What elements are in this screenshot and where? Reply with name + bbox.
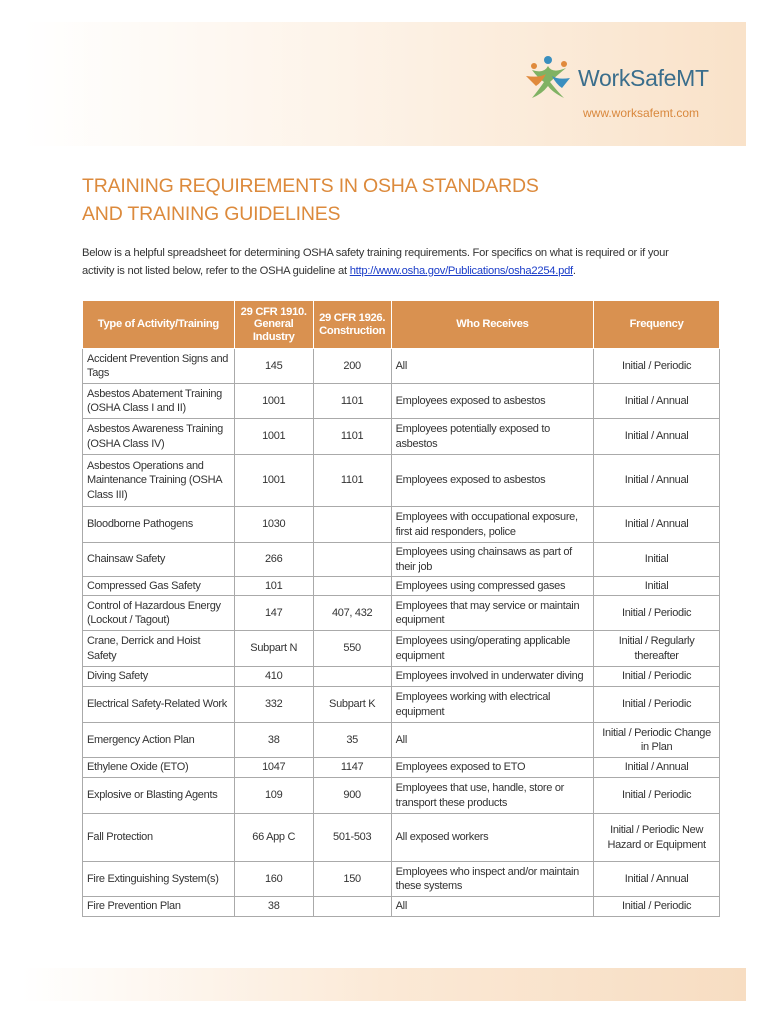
worksafemt-logo[interactable]: [522, 52, 709, 104]
cell-general-industry: 1030: [234, 507, 313, 543]
cell-general-industry: 332: [234, 687, 313, 723]
cell-general-industry: 147: [234, 596, 313, 631]
cell-frequency: Initial / Annual: [594, 758, 720, 778]
table-row: [83, 349, 720, 384]
cell-construction: 1101: [313, 384, 391, 419]
cell-general-industry: 38: [234, 897, 313, 917]
header-general-industry: 29 CFR 1910. General Industry: [234, 301, 313, 349]
cell-frequency: Initial / Regularly thereafter: [594, 631, 720, 667]
header-construction: 29 CFR 1926. Construction: [313, 301, 391, 349]
table-row: [83, 862, 720, 897]
cell-activity: Explosive or Blasting Agents: [83, 778, 235, 814]
cell-who-receives: All: [391, 349, 594, 384]
table-row: [83, 543, 720, 577]
cell-frequency: Initial / Annual: [594, 455, 720, 507]
cell-activity: Fall Protection: [83, 814, 235, 862]
cell-construction: 150: [313, 862, 391, 897]
cell-frequency: Initial / Periodic: [594, 897, 720, 917]
cell-activity: Chainsaw Safety: [83, 543, 235, 577]
cell-general-industry: 1001: [234, 455, 313, 507]
cell-construction: 200: [313, 349, 391, 384]
table-row: [83, 814, 720, 862]
header-frequency: Frequency: [594, 301, 720, 349]
brand-url[interactable]: www.worksafemt.com: [583, 106, 700, 120]
cell-activity: Emergency Action Plan: [83, 723, 235, 758]
cell-who-receives: Employees using chainsaws as part of their job: [391, 543, 594, 577]
intro-paragraph: [82, 244, 688, 280]
cell-frequency: Initial / Periodic: [594, 778, 720, 814]
cell-frequency: Initial / Periodic Change in Plan: [594, 723, 720, 758]
cell-construction: [313, 543, 391, 577]
cell-activity: Bloodborne Pathogens: [83, 507, 235, 543]
cell-general-industry: 1001: [234, 419, 313, 455]
cell-construction: 1101: [313, 455, 391, 507]
training-requirements-table: [82, 300, 720, 917]
cell-general-industry: 1001: [234, 384, 313, 419]
cell-activity: Asbestos Awareness Training (OSHA Class IV): [83, 419, 235, 455]
cell-who-receives: Employees exposed to asbestos: [391, 455, 594, 507]
cell-who-receives: Employees exposed to asbestos: [391, 384, 594, 419]
cell-frequency: Initial / Periodic: [594, 667, 720, 687]
cell-activity: Fire Extinguishing System(s): [83, 862, 235, 897]
cell-frequency: Initial / Annual: [594, 419, 720, 455]
title-line-2: AND TRAINING GUIDELINES: [82, 203, 341, 225]
table-row: [83, 897, 720, 917]
cell-frequency: Initial / Annual: [594, 384, 720, 419]
cell-general-industry: 266: [234, 543, 313, 577]
cell-construction: 501-503: [313, 814, 391, 862]
cell-construction: 407, 432: [313, 596, 391, 631]
table-row: [83, 667, 720, 687]
cell-construction: Subpart K: [313, 687, 391, 723]
logo-figures-icon: [522, 52, 574, 104]
cell-who-receives: Employees that use, handle, store or transport these products: [391, 778, 594, 814]
cell-general-industry: 145: [234, 349, 313, 384]
cell-who-receives: Employees using compressed gases: [391, 577, 594, 596]
cell-who-receives: Employees potentially exposed to asbestos: [391, 419, 594, 455]
intro-end: .: [572, 265, 576, 277]
cell-activity: Asbestos Operations and Maintenance Training (OSHA Class III): [83, 455, 235, 507]
cell-construction: [313, 577, 391, 596]
table-row: [83, 384, 720, 419]
cell-frequency: Initial: [594, 577, 720, 596]
cell-who-receives: Employees that may service or maintain equipment: [391, 596, 594, 631]
table-row: [83, 507, 720, 543]
cell-who-receives: Employees working with electrical equipment: [391, 687, 594, 723]
cell-activity: Diving Safety: [83, 667, 235, 687]
cell-frequency: Initial / Annual: [594, 862, 720, 897]
title-line-1: TRAINING REQUIREMENTS IN OSHA STANDARDS: [82, 175, 539, 197]
table-row: [83, 577, 720, 596]
cell-activity: Asbestos Abatement Training (OSHA Class I and II): [83, 384, 235, 419]
cell-who-receives: Employees who inspect and/or maintain these systems: [391, 862, 594, 897]
cell-frequency: Initial / Periodic: [594, 596, 720, 631]
header-activity: Type of Activity/Training: [83, 301, 235, 349]
cell-activity: Ethylene Oxide (ETO): [83, 758, 235, 778]
cell-frequency: Initial: [594, 543, 720, 577]
cell-general-industry: 160: [234, 862, 313, 897]
cell-construction: [313, 507, 391, 543]
cell-frequency: Initial / Periodic: [594, 687, 720, 723]
cell-activity: Fire Prevention Plan: [83, 897, 235, 917]
cell-who-receives: All: [391, 897, 594, 917]
brand-name: WorkSafeMT: [578, 64, 709, 91]
table-header-row: [83, 301, 720, 349]
cell-general-industry: 410: [234, 667, 313, 687]
cell-frequency: Initial / Periodic New Hazard or Equipment: [594, 814, 720, 862]
cell-general-industry: 66 App C: [234, 814, 313, 862]
cell-frequency: Initial / Periodic: [594, 349, 720, 384]
cell-construction: 35: [313, 723, 391, 758]
cell-general-industry: 109: [234, 778, 313, 814]
table-row: [83, 455, 720, 507]
cell-activity: Control of Hazardous Energy (Lockout / Tagout): [83, 596, 235, 631]
intro-text: Below is a helpful spreadsheet for determining OSHA safety training requirements. For specifics on what is required or if your activity is not listed below, refer to the OSHA guideline at: [82, 247, 669, 277]
table-body: [83, 349, 720, 917]
table-row: [83, 631, 720, 667]
cell-construction: [313, 667, 391, 687]
cell-construction: 1147: [313, 758, 391, 778]
cell-general-industry: 101: [234, 577, 313, 596]
cell-activity: Crane, Derrick and Hoist Safety: [83, 631, 235, 667]
cell-general-industry: 1047: [234, 758, 313, 778]
cell-construction: 900: [313, 778, 391, 814]
cell-activity: Compressed Gas Safety: [83, 577, 235, 596]
cell-who-receives: Employees involved in underwater diving: [391, 667, 594, 687]
cell-construction: [313, 897, 391, 917]
header-who-receives: Who Receives: [391, 301, 594, 349]
table-row: [83, 723, 720, 758]
cell-frequency: Initial / Annual: [594, 507, 720, 543]
cell-general-industry: Subpart N: [234, 631, 313, 667]
table-row: [83, 596, 720, 631]
cell-who-receives: Employees with occupational exposure, first aid responders, police: [391, 507, 594, 543]
cell-who-receives: All: [391, 723, 594, 758]
cell-who-receives: Employees using/operating applicable equipment: [391, 631, 594, 667]
cell-activity: Electrical Safety-Related Work: [83, 687, 235, 723]
cell-construction: 550: [313, 631, 391, 667]
table-row: [83, 419, 720, 455]
table-row: [83, 687, 720, 723]
cell-general-industry: 38: [234, 723, 313, 758]
cell-who-receives: Employees exposed to ETO: [391, 758, 594, 778]
cell-who-receives: All exposed workers: [391, 814, 594, 862]
footer-band: [22, 968, 746, 1001]
table-row: [83, 758, 720, 778]
cell-activity: Accident Prevention Signs and Tags: [83, 349, 235, 384]
cell-construction: 1101: [313, 419, 391, 455]
page-title: [82, 172, 702, 228]
osha-guideline-link[interactable]: http://www.osha.gov/Publications/osha2254.pdf: [349, 265, 573, 277]
table-row: [83, 778, 720, 814]
